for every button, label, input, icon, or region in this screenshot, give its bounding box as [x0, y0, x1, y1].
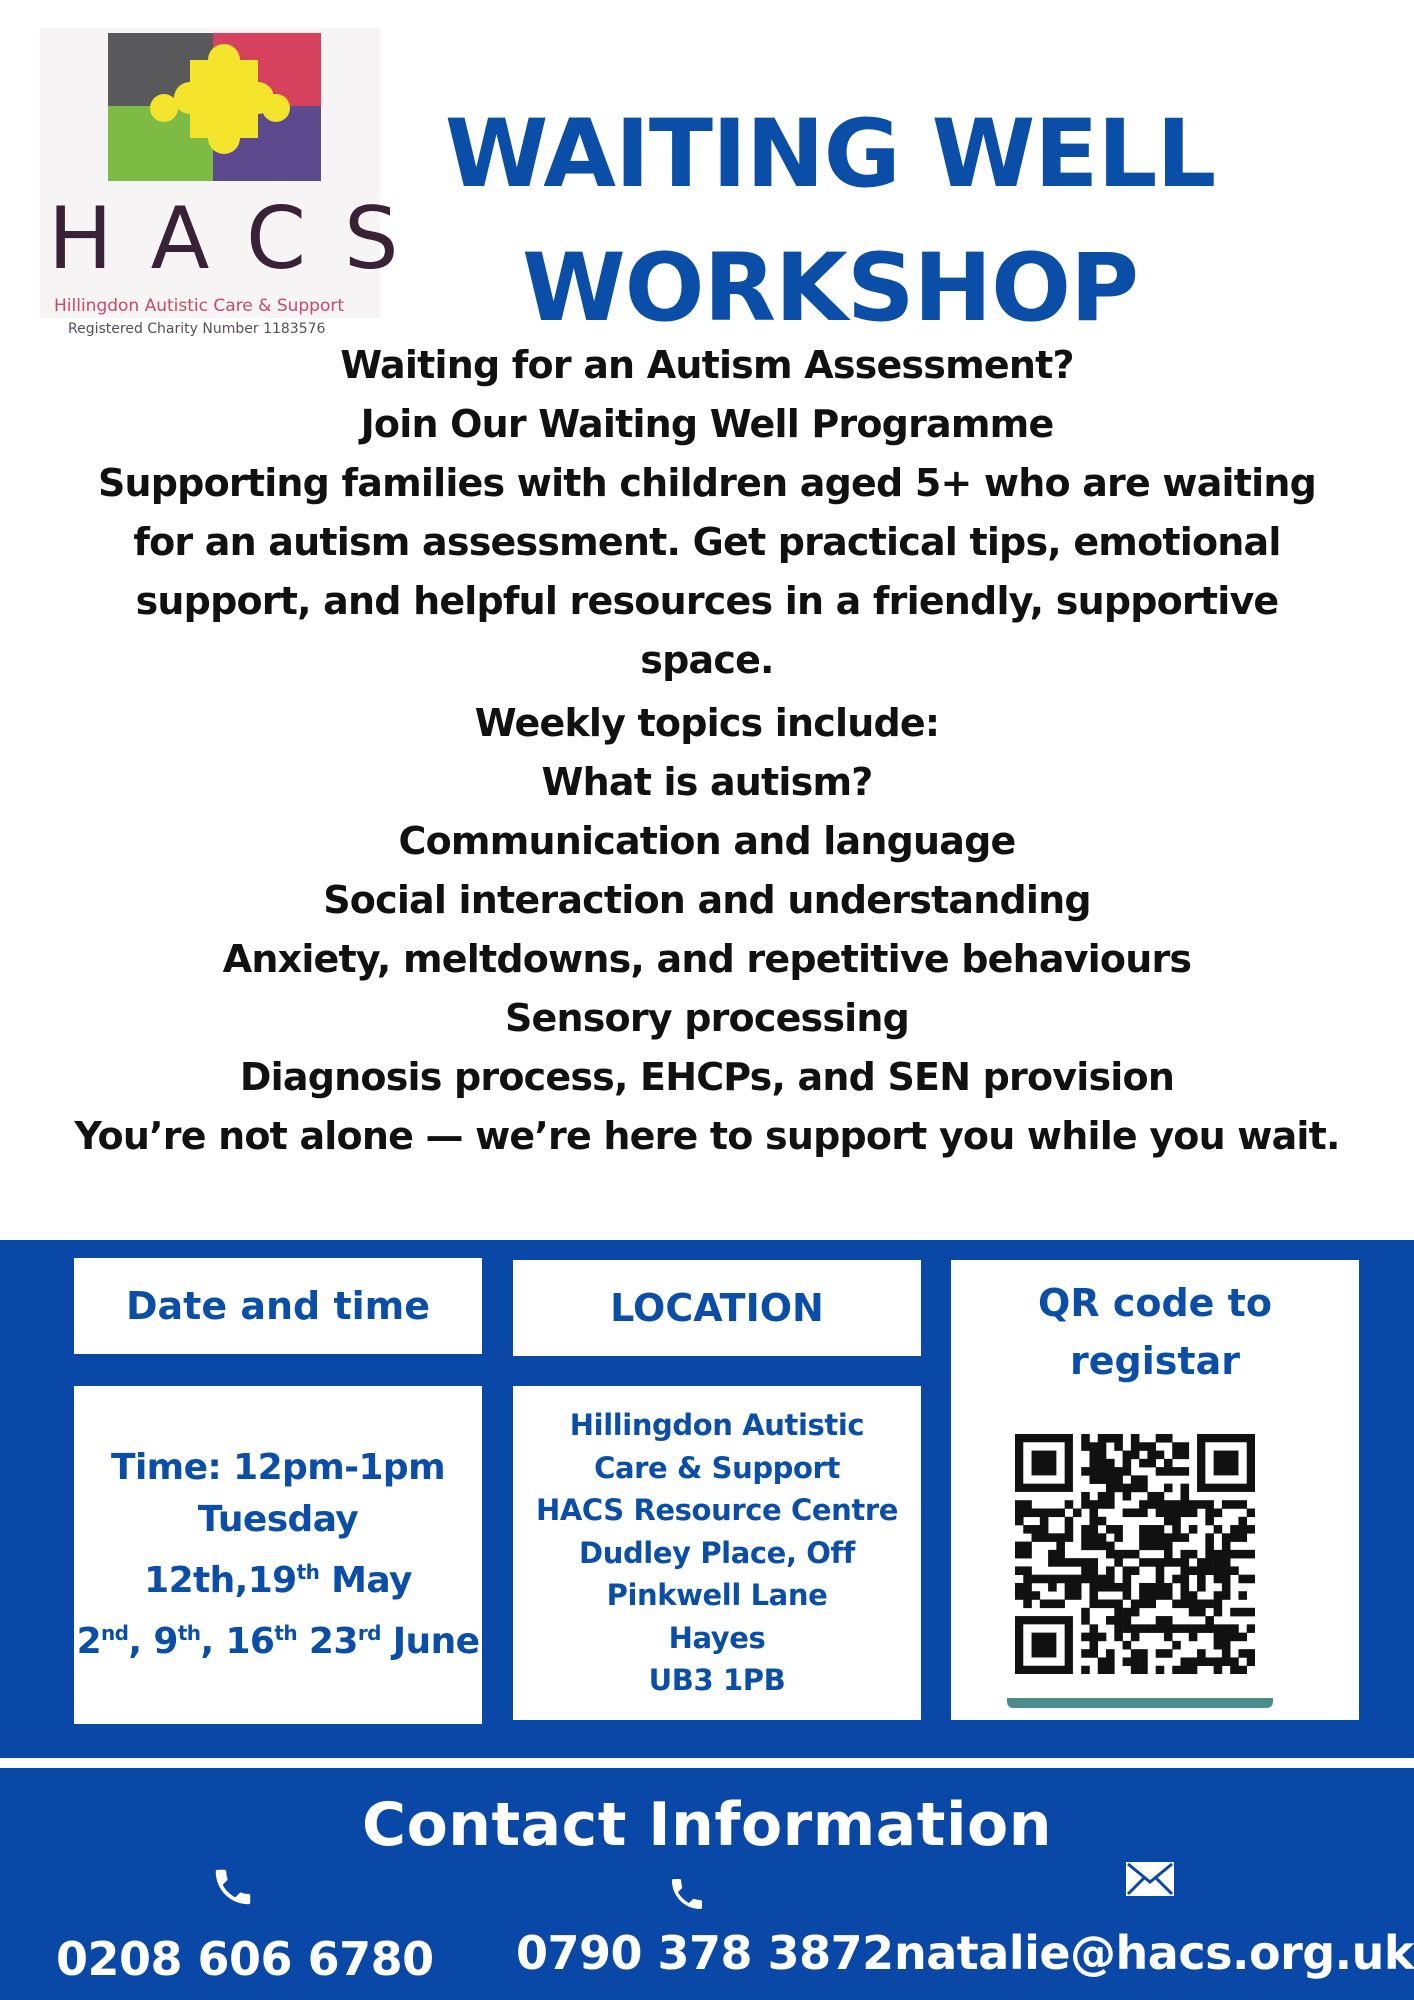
qr-code[interactable]: [1015, 1434, 1255, 1678]
date-time-heading-box: [74, 1258, 482, 1354]
contact-title: Contact Information: [362, 1790, 1052, 1860]
qr-box: [951, 1260, 1359, 1720]
location-line: Pinkwell Lane: [606, 1578, 828, 1613]
location-line: HACS Resource Centre: [535, 1493, 899, 1528]
may-dates: 12th,19th May: [144, 1560, 412, 1601]
location-line: Care & Support: [594, 1450, 840, 1485]
intro-description: Supporting families with children aged 5+ who are waiting for an autism assessment. Get practical tips, emotional support, and helpful resources in a friendly, supportive space.: [97, 461, 1317, 682]
location-box: [513, 1386, 921, 1720]
location-heading-box: [513, 1260, 921, 1356]
closing-line: You’re not alone — we’re here to support you while you wait.: [74, 1114, 1340, 1158]
logo-charity-number: Registered Charity Number 1183576: [68, 321, 326, 337]
puzzle-logo-graphic: [40, 28, 380, 198]
title-line-1: WAITING WELL: [444, 100, 1216, 209]
topic-item: Diagnosis process, EHCPs, and SEN provision: [239, 1055, 1175, 1099]
section-divider: [0, 1758, 1414, 1768]
qr-code-graphic[interactable]: [1015, 1434, 1255, 1674]
session-time: Time: 12pm-1pm: [110, 1447, 445, 1488]
page-title: [440, 88, 1220, 356]
envelope-icon: [1124, 1860, 1176, 1898]
qr-heading: QR code to registar: [1038, 1281, 1272, 1383]
hacs-logo: [40, 28, 437, 337]
location-line: Dudley Place, Off: [579, 1535, 855, 1570]
intro-section: [30, 336, 1384, 1166]
topics-heading: Weekly topics include:: [474, 701, 940, 745]
location-heading: LOCATION: [610, 1286, 824, 1330]
info-band: [0, 1240, 1414, 1758]
topic-item: Communication and language: [398, 819, 1016, 863]
logo-letters: HACS: [48, 189, 437, 289]
title-line-2: WORKSHOP: [522, 234, 1138, 343]
location-line: Hayes: [668, 1620, 766, 1655]
contact-band: [0, 1768, 1414, 2000]
topic-item: Anxiety, meltdowns, and repetitive behaviours: [222, 937, 1192, 981]
topic-item: What is autism?: [541, 760, 873, 804]
intro-question: Waiting for an Autism Assessment?: [340, 343, 1074, 387]
june-dates: 2nd, 9th, 16th 23rd June: [76, 1621, 480, 1662]
phone-number-1[interactable]: 0208 606 6780: [56, 1932, 434, 1986]
phone-number-2[interactable]: 0790 378 3872: [516, 1926, 894, 1980]
session-day: Tuesday: [197, 1499, 359, 1540]
email-address[interactable]: natalie@hacs.org.uk: [894, 1926, 1414, 1980]
location-line: UB3 1PB: [648, 1663, 786, 1698]
topic-item: Sensory processing: [504, 996, 910, 1040]
logo-tagline: Hillingdon Autistic Care & Support: [54, 296, 345, 316]
location-line: Hillingdon Autistic: [569, 1408, 865, 1443]
phone-icon: [210, 1864, 256, 1910]
intro-join: Join Our Waiting Well Programme: [360, 402, 1054, 446]
qr-underline: [1007, 1698, 1273, 1708]
phone-icon: [667, 1874, 707, 1914]
date-time-box: [74, 1386, 482, 1724]
topic-item: Social interaction and understanding: [323, 878, 1091, 922]
date-time-heading: Date and time: [125, 1284, 431, 1328]
